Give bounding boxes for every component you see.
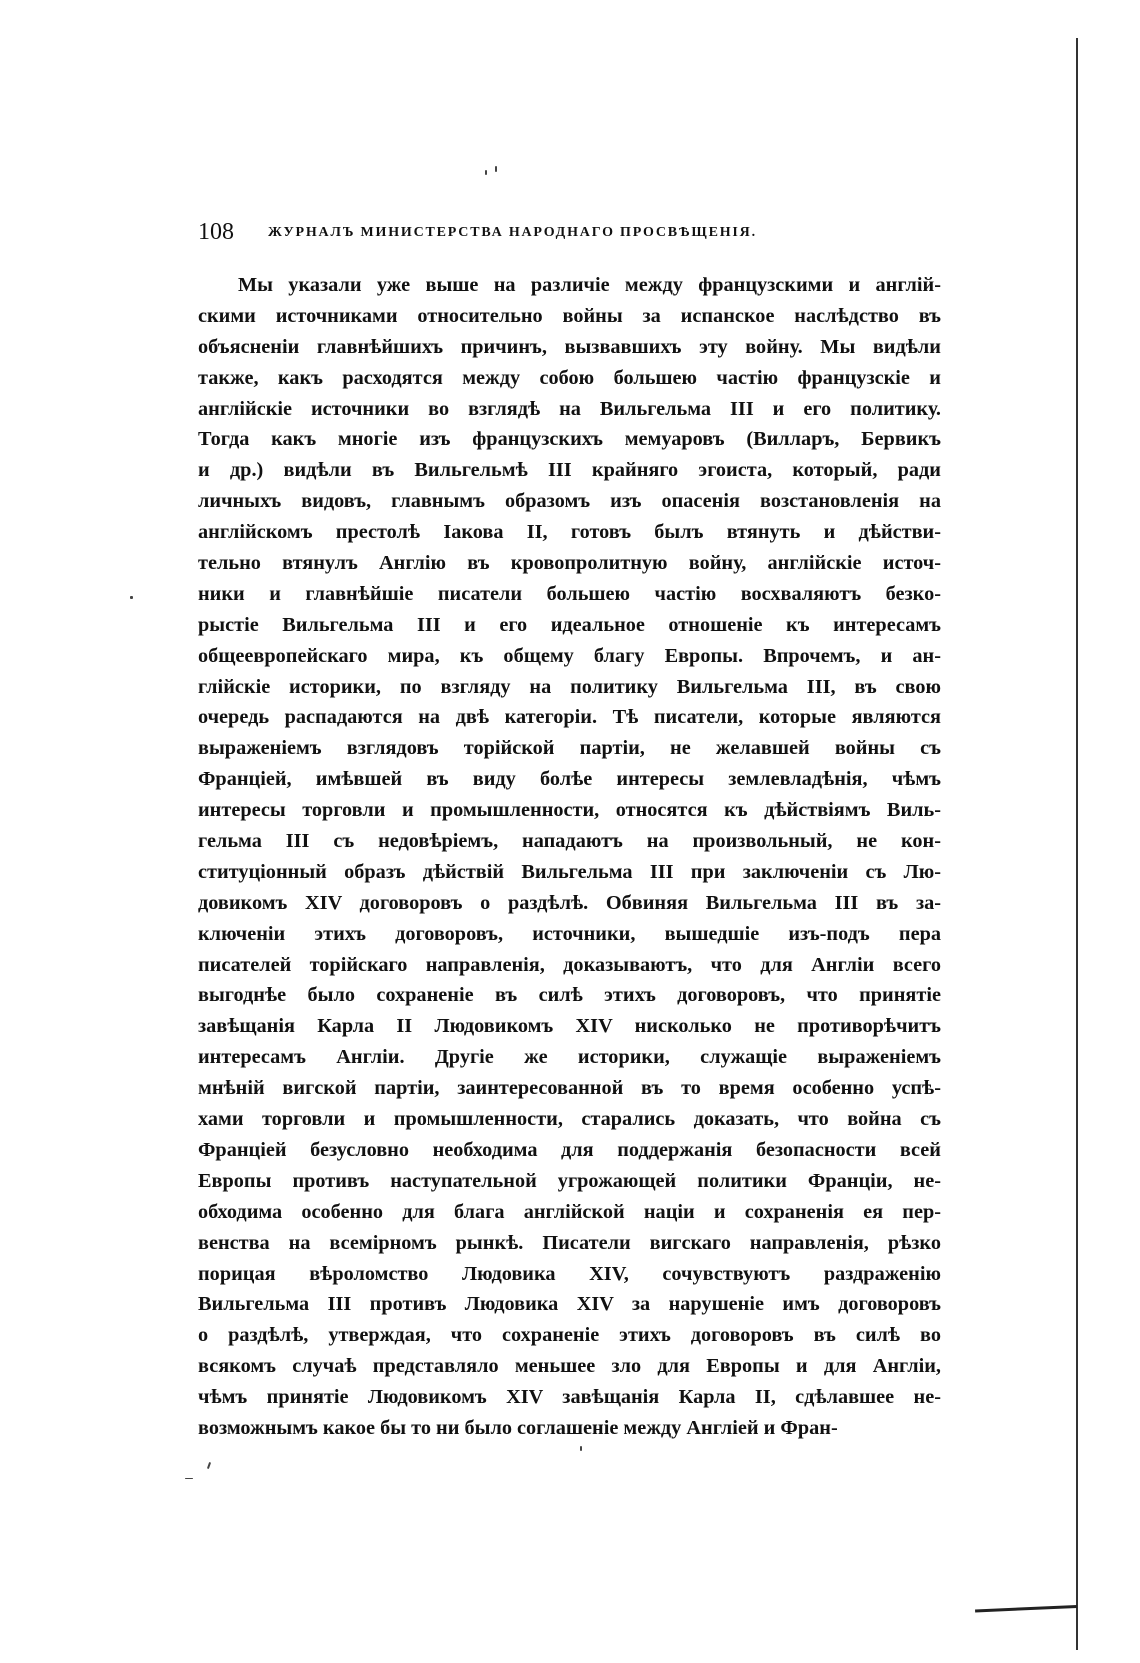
text-line: мнѣній вигской партіи, заинтересованной въ то время особенно успѣ- (198, 1077, 941, 1100)
scan-speck (485, 170, 487, 175)
text-line: Вильгельма III противъ Людовика XIV за нарушеніе имъ договоровъ (198, 1293, 941, 1316)
page-edge-line (1076, 38, 1078, 1650)
text-line: чѣмъ принятіе Людовикомъ XIV завѣщанія Карла II, сдѣлавшее не- (198, 1386, 941, 1409)
text-line: объясненіи главнѣйшихъ причинъ, вызвавшихъ эту войну. Мы видѣли (198, 335, 941, 358)
text-line: англійскомъ престолѣ Іакова II, готовъ былъ втянуть и дѣйстви- (198, 521, 941, 544)
text-line: Франціей безусловно необходима для поддержанія безопасности всей (198, 1138, 941, 1161)
running-head: ЖУРНАЛЪ МИНИСТЕРСТВА НАРОДНАГО ПРОСВѢЩЕНІЯ. (268, 225, 757, 240)
text-line: очередь распадаются на двѣ категоріи. Тѣ писатели, которые являются (198, 706, 941, 729)
text-line: англійскіе источники во взглядѣ на Вильгельма III и его политику. (198, 397, 941, 420)
scan-edge-mark (975, 1605, 1077, 1612)
text-line: интересы торговли и промышленности, относятся къ дѣйствіямъ Виль- (198, 799, 941, 822)
text-line: ституціонный образъ дѣйствій Вильгельма III при заключеніи съ Лю- (198, 860, 941, 883)
text-line: рыстіе Вильгельма III и его идеальное отношеніе къ интересамъ (198, 613, 941, 636)
page-number: 108 (198, 219, 234, 245)
text-line: скими источниками относительно войны за испанское наслѣдство въ (198, 304, 941, 327)
page-header (198, 215, 858, 249)
scan-speck (185, 1478, 193, 1479)
text-line: и др.) видѣли въ Вильгельмѣ III крайняго эгоиста, который, ради (198, 459, 941, 482)
text-line: ники и главнѣйшіе писатели большею частію восхваляютъ безко- (198, 582, 941, 605)
scan-speck (495, 166, 497, 172)
text-line: также, какъ расходятся между собою большею частію французскіе и (198, 366, 941, 389)
text-line: порицая вѣроломство Людовика XIV, сочувствуютъ раздраженію (198, 1262, 941, 1285)
text-line: тельно втянулъ Англію въ кровопролитную войну, англійскіе источ- (198, 552, 941, 575)
text-line: завѣщанія Карла II Людовикомъ XIV нисколько не противорѣчитъ (198, 1015, 941, 1038)
text-line: о раздѣлѣ, утверждая, что сохраненіе этихъ договоровъ въ силѣ во (198, 1324, 941, 1347)
text-line: венства на всемірномъ рынкѣ. Писатели вигскаго направленія, рѣзко (198, 1231, 941, 1254)
text-line: интересамъ Англіи. Другіе же историки, служащіе выраженіемъ (198, 1046, 941, 1069)
text-line: общеевропейскаго мира, къ общему благу Европы. Впрочемъ, и ан- (198, 644, 941, 667)
text-line: писателей торійскаго направленія, доказываютъ, что для Англіи всего (198, 953, 941, 976)
text-line: Европы противъ наступательной угрожающей политики Франціи, не- (198, 1169, 941, 1192)
text-line: гельма III съ недовѣріемъ, нападаютъ на произвольный, не кон- (198, 830, 941, 853)
text-line: ключеніи этихъ договоровъ, источники, вышедшіе изъ-подъ пера (198, 922, 941, 945)
text-line: возможнымъ какое бы то ни было соглашеніе между Англіей и Фран- (198, 1416, 838, 1439)
text-line: выгоднѣе было сохраненіе въ силѣ этихъ договоровъ, что принятіе (198, 984, 941, 1007)
text-line: хами торговли и промышленности, старались доказать, что война съ (198, 1108, 941, 1131)
scan-speck (580, 1446, 582, 1451)
text-line: довикомъ XIV договоровъ о раздѣлѣ. Обвиняя Вильгельма III въ за- (198, 891, 941, 914)
text-line: всякомъ случаѣ представляло меньшее зло для Европы и для Англіи, (198, 1355, 941, 1378)
text-line: глійскіе историки, по взгляду на политику Вильгельма III, въ свою (198, 675, 941, 698)
body-text (198, 270, 941, 1444)
scan-speck (130, 596, 133, 599)
scan-speck (207, 1462, 211, 1469)
text-line: Франціей, имѣвшей въ виду болѣе интересы землевладѣнія, чѣмъ (198, 768, 941, 791)
text-line: Тогда какъ многіе изъ французскихъ мемуаровъ (Вилларъ, Бервикъ (198, 428, 941, 451)
text-line: обходима особенно для блага англійской націи и сохраненія ея пер- (198, 1200, 941, 1223)
text-line: Мы указали уже выше на различіе между французскими и англій- (238, 274, 941, 296)
text-line: выраженіемъ взглядовъ торійской партіи, не желавшей войны съ (198, 737, 941, 760)
text-line: личныхъ видовъ, главнымъ образомъ изъ опасенія возстановленія на (198, 490, 941, 513)
